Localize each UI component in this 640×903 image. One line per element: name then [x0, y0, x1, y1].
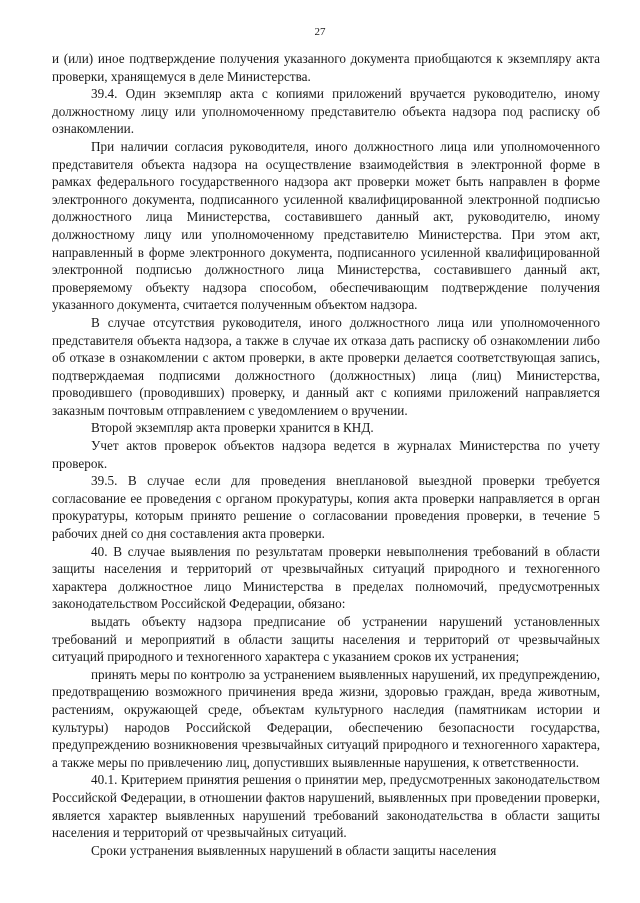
paragraph-continuation: и (или) иное подтверждение получения указанного документа приобщаются к экземпляру акта проверки, хранящемуся в деле Министерства. [52, 51, 600, 84]
page-number: 27 [314, 26, 326, 38]
paragraph-39-5: 39.5. В случае если для проведения внеплановой выездной проверки требуется согласование ее проведения с органом прокуратуры, копия акта проверки направляется в орган прокуратуры, которым принято решение о согласовании проведения проверки, в течение 5 рабочих дней со дня составления акта проверки. [52, 473, 600, 542]
paragraph-absence-refusal: В случае отсутствия руководителя, иного должностного лица или уполномоченного представителя объекта надзора, а также в случае их отказа дать расписку об ознакомлении либо об отказе в ознакомлении с актом проверки, в акте проверки делается соответствующая запись, подтверждаемая подписями должностного (должностных) лица (лиц) Министерства, проводившего (проводивших) проверку, и данный акт с копиями приложений направляется заказным почтовым отправлением с уведомлением о вручении. [52, 314, 600, 418]
paragraph-deadlines: Сроки устранения выявленных нарушений в области защиты населения [91, 842, 497, 858]
paragraph-40: 40. В случае выявления по результатам проверки невыполнения требований в области защиты населения и территорий от чрезвычайных ситуаций природного и техногенного характера должностное лицо Министерства в пределах полномочий, предусмотренных законодательством Российской Федерации, обязано: [52, 543, 600, 612]
paragraph-records: Учет актов проверок объектов надзора ведется в журналах Министерства по учету проверок. [52, 438, 600, 471]
paragraph-40-1: 40.1. Критерием принятия решения о принятии мер, предусмотренных законодательством Российской Федерации, в отношении фактов нарушений, выявленных при проведении проверки, является характер выявленных нарушений требований законодательства в области защиты населения и территорий от чрезвычайных ситуаций. [52, 772, 600, 841]
paragraph-second-copy: Второй экземпляр акта проверки хранится в КНД. [91, 420, 374, 436]
paragraph-39-4: 39.4. Один экземпляр акта с копиями приложений вручается руководителю, иному должностному лицу или уполномоченному представителю объекта надзора под расписку об ознакомлении. [52, 86, 600, 137]
paragraph-electronic-consent: При наличии согласия руководителя, иного должностного лица или уполномоченного представителя объекта надзора на осуществление взаимодействия в электронной форме в рамках федерального государственного надзора акт проверки может быть направлен в форме электронного документа, подписанного усиленной квалифицированной электронной подписью должностного лица Министерства, составившего данный акт, руководителю, иному должностному лицу или уполномоченному представителю Министерства. При этом акт, направленный в форме электронного документа, подписанного усиленной квалифицированной электронной подписью должностного лица Министерства, составившего данный акт, проверяемому объекту надзора способом, обеспечивающим подтверждение получения указанного документа, считается полученным объектом надзора. [52, 138, 600, 313]
paragraph-40-measures: принять меры по контролю за устранением выявленных нарушений, их предупреждению, предотвращению возможного причинения вреда жизни, здоровью граждан, вреда животным, растениям, окружающей среде, объектам культурного наследия (памятникам истории и культуры) народов Российской Федерации, обеспечению безопасности государства, предупреждению возникновения чрезвычайных ситуаций природного и техногенного характера, а также меры по привлечению лиц, допустивших выявленные нарушения, к ответственности. [52, 666, 600, 770]
paragraph-40-order: выдать объекту надзора предписание об устранении нарушений установленных требований и мероприятий в области защиты населения и территорий от чрезвычайных ситуаций природного и техногенного характера с указанием сроков их устранения; [52, 614, 600, 665]
document-body [52, 50, 600, 859]
